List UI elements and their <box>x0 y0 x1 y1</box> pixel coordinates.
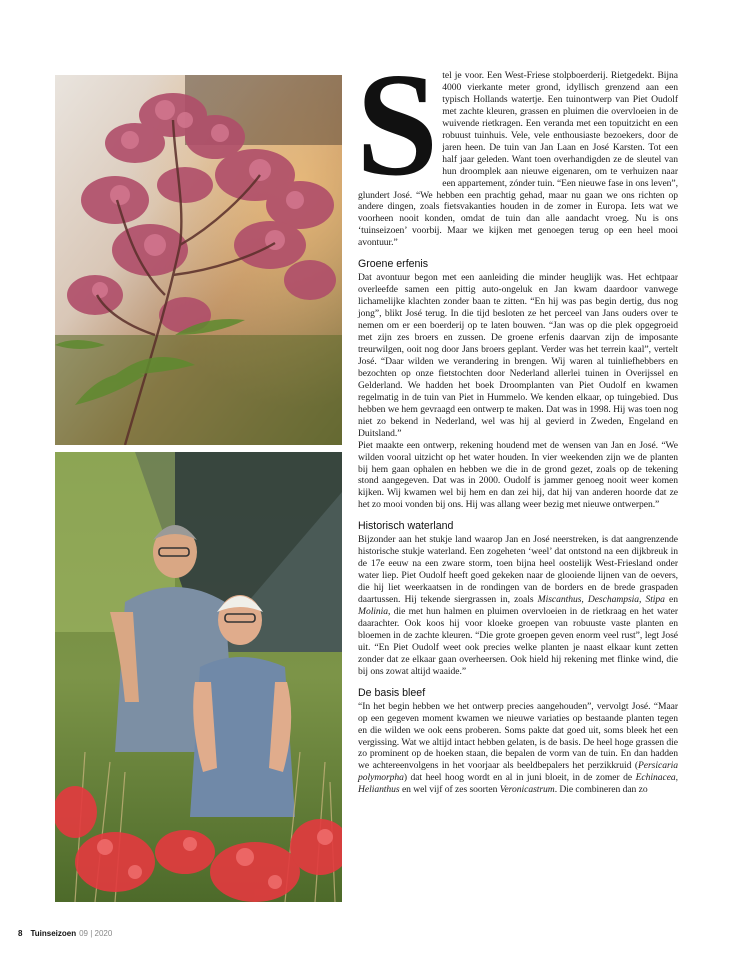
section-heading-de-basis-bleef: De basis bleef <box>358 686 426 699</box>
page-footer <box>18 929 112 938</box>
intro-paragraph <box>356 43 678 249</box>
page-number: 8 <box>18 929 23 938</box>
text-run: . Die combineren dan zo <box>554 784 648 796</box>
text-run: , die met hun halmen en pluimen overvloeien in de rietkraag en het water daarachter. Ook koos hij voor kloeke groepen van robuuste vaste planten en bloemen in de zachte kleuren. “Die grote groepen geven enorm veel rust”, legt José uit. “En Piet Oudolf weet ook precies welke planten je naast elkaar kunt zetten zonder dat ze elkaar gaan overheersen. Ook hield hij rekening met flinke wind, die bij ons zowat altijd waaide.” <box>358 605 678 677</box>
section-heading-historisch-waterland: Historisch waterland <box>358 520 454 533</box>
flower-photo <box>55 75 342 445</box>
italic-plant-names: Miscanthus, Deschampsia, Stipa <box>537 594 665 606</box>
intro-text: tel je voor. Een West-Friese stolpboerderij. Rietgedekt. Bijna 4000 vierkante meter grond, idyllisch grenzend aan een typisch Hollands watertje. Een tuinontwerp van Piet Oudolf met zachte kleuren, grassen en pluimen die overvloeien in de wuivende rietkragen. Een veranda met een topuitzicht en een robuust tuinhuis. Vele, vele enthousiaste bezoekers, door de jaren heen. De tuin van Jan Laan en José Karsten. Tot een half jaar geleden. Want toen overhandigden ze de sleutel van hun droomplek aan nieuwe eigenaren, om te verhuizen naar een appartement, zónder tuin. “Een nieuwe fase in ons leven”, glundert José. “We hebben een prachtig gehad, maar nu gaan we ons richten op andere dingen, zoals fietsvakanties houden in de zomer in Europa. Iets wat we voorheen nooit konden, omdat de tuin dan alle aandacht vroeg. Nu is ons ‘tuinseizoen’ voorbij. Maar we kijken met genoegen terug op een heel mooi avontuur.” <box>358 70 678 249</box>
paragraph <box>358 534 678 677</box>
article-body <box>356 43 678 796</box>
text-run: Bijzonder aan het stukje land waarop Jan en José neerstreken, is dat aangrenzende historische stukje waterland. Een zogeheten ‘weel’ dat ontstond na een dijkbreuk in de 17e eeuw na een zware storm, toen bijna heel oostelijk West-Friesland onder water liep. Piet Oudolf heeft goed gekeken naar de glooiende lijnen van de oevers, die hij liet weerkaatsen in de rondingen van de borders en de brede graspaden daartussen. Hij tekende siergrassen in, zoals <box>358 534 678 606</box>
italic-plant-name: Persicaria polymorpha <box>358 760 678 784</box>
couple-photo-image <box>55 452 342 902</box>
section-heading-groene-erfenis: Groene erfenis <box>358 258 429 271</box>
magazine-name: Tuinseizoen <box>30 929 77 938</box>
paragraph: Piet maakte een ontwerp, rekening houdend met de wensen van Jan en José. “We wilden vooral uitzicht op het water houden. In vier weekenden zijn we de planten bij hem gaan ophalen en hebben we die in de grond gezet, zoals op de tekening stond aangegeven. Dat was in 2000. Oudolf is jammer genoeg nooit weer komen kijken. Wij kwamen wel bij hem en dan zei hij, dat hij van anderen hoorde dat ze het zo mooi vonden bij ons. Hij was allang weer bezig met nieuwe ontwerpen.” <box>358 439 678 511</box>
paragraph: Dat avontuur begon met een aanleiding die minder heuglijk was. Het echtpaar overleefde samen een pittig auto-ongeluk en Jan kwam daardoor vanwege lichamelijke klachten zonder baan te zitten. “En hij was pas begin dertig, dus nog jong”, blikt José terug. In die tijd besloten ze het perceel van Jans ouders over te nemen om er een boerderij op te laten bouwen. “Jan was op die plek opgegroeid met zijn zes broers en zussen. De groene erfenis daarvan zijn de imposante treurwilgen, ooit nog door Jans broers geplant. Verder was het terrein kaal”, vertelt José. “Daar wilden we verandering in brengen. Wij waren al tuinliefhebbers en bezochten op onze fietstochten door Nederland allerlei tuinen in Overijssel en Gelderland. We hadden het boek Droomplanten van Piet Oudolf en kwamen regelmatig in de tuin van Piet in Hummelo. We kenden elkaar, op tuingebied. Dus hebben we hem gevraagd een ontwerp te maken. Dat was in 1998. Hij was toen nog niet zo bekend in Nederland, wel was hij al gevierd in Zweden, Engeland en Duitsland.” <box>358 272 678 439</box>
couple-photo <box>55 452 342 902</box>
text-run: ) dat heel hoog wordt en al in juni bloeit, in de zomer de <box>403 772 636 784</box>
text-run: en wel vijf of zes soorten <box>399 784 500 796</box>
italic-plant-names: Echinacea, Helianthus <box>358 772 678 796</box>
drop-cap: S <box>356 43 439 207</box>
text-run: en <box>664 594 678 606</box>
text-run: “In het begin hebben we het ontwerp precies aangehouden”, vervolgt José. “Maar op een gegeven moment kwamen we nieuwe variaties op bestaande planten tegen en die wilden we ook eens proberen. Soms pakte dat goed uit, soms bleek het een vergissing. Wat we altijd intact hebben gelaten, is de basis. De heel hoge grassen die zo prominent op de hoeken staan, die bepalen de vorm van de tuin. En dan hadden we achtereenvolgens in het voorjaar als beeldbepalers het perzikkruid ( <box>358 700 678 772</box>
flower-photo-image <box>55 75 342 445</box>
italic-plant-name: Veronicastrum <box>499 784 555 796</box>
italic-plant-name: Molinia <box>358 605 389 617</box>
issue-label: 09 | 2020 <box>79 929 113 938</box>
paragraph <box>358 701 678 797</box>
